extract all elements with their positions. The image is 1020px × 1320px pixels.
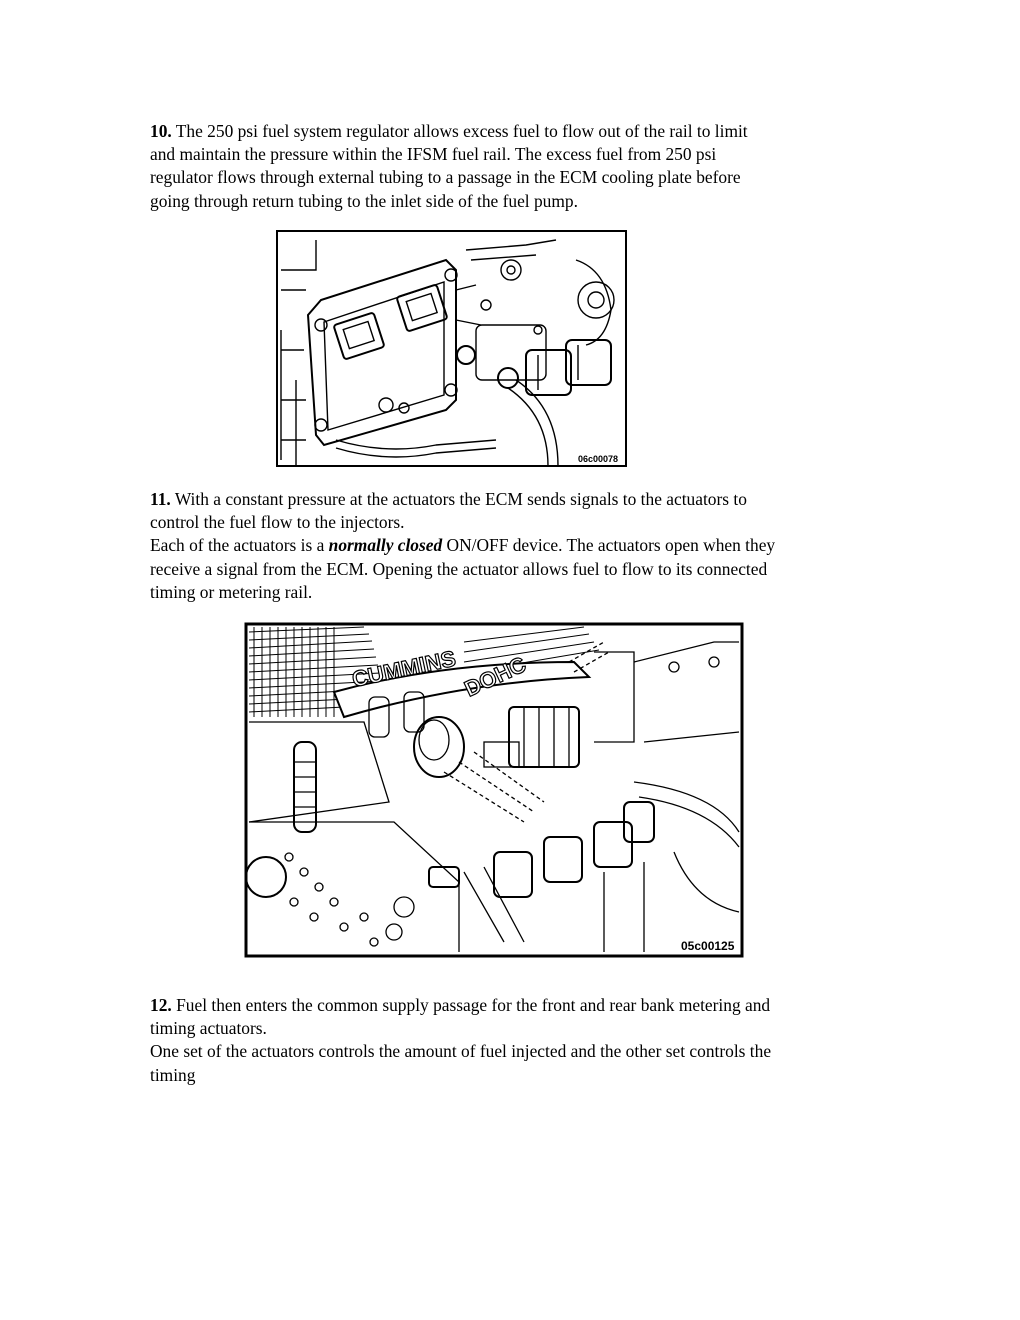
paragraph-10-line-2: and maintain the pressure within the IFSM fuel rail. The excess fuel from 250 psi bbox=[150, 144, 717, 165]
figure-actuators bbox=[244, 622, 744, 958]
paragraph-10 bbox=[150, 120, 890, 213]
paragraph-12-line-1: 12. Fuel then enters the common supply passage for the front and rear bank metering and bbox=[150, 995, 771, 1015]
figure-1-code: 06c00078 bbox=[578, 454, 619, 464]
paragraph-11-line-2: control the fuel flow to the injectors. bbox=[150, 512, 405, 533]
figure-ecm-regulator bbox=[276, 230, 627, 467]
paragraph-12-line-2: timing actuators. bbox=[150, 1018, 267, 1039]
paragraph-11-line-4: receive a signal from the ECM. Opening the actuator allows fuel to flow to its connected bbox=[150, 558, 768, 579]
step-number-11: 11. bbox=[150, 489, 171, 509]
paragraph-11-line-5: timing or metering rail. bbox=[150, 581, 313, 602]
paragraph-10-line-3: regulator flows through external tubing to a passage in the ECM cooling plate before bbox=[150, 167, 741, 188]
paragraph-12-line-4: timing bbox=[150, 1064, 196, 1085]
step-number-10: 10. bbox=[150, 121, 172, 141]
paragraph-10-line-4: going through return tubing to the inlet side of the fuel pump. bbox=[150, 190, 578, 211]
figure-2-code: 05c00125 bbox=[681, 939, 735, 953]
ecm-regulator-illustration bbox=[276, 230, 627, 467]
paragraph-10-line-1: 10. The 250 psi fuel system regulator allows excess fuel to flow out of the rail to limit bbox=[150, 121, 748, 141]
emphasis-normally-closed: normally closed bbox=[328, 535, 443, 556]
paragraph-11-line-1: 11. With a constant pressure at the actuators the ECM sends signals to the actuators to bbox=[150, 489, 747, 509]
paragraph-11 bbox=[150, 488, 890, 604]
paragraph-12 bbox=[150, 994, 890, 1087]
engraving-cummins: CUMMINS bbox=[349, 645, 458, 692]
actuators-illustration bbox=[244, 622, 744, 958]
paragraph-11-line-3: Each of the actuators is a normally closed ON/OFF device. The actuators open when they bbox=[150, 535, 776, 556]
paragraph-12-line-3: One set of the actuators controls the amount of fuel injected and the other set controls the bbox=[150, 1041, 772, 1062]
step-number-12: 12. bbox=[150, 995, 172, 1015]
engraving-dohc: DOHC bbox=[460, 651, 530, 702]
